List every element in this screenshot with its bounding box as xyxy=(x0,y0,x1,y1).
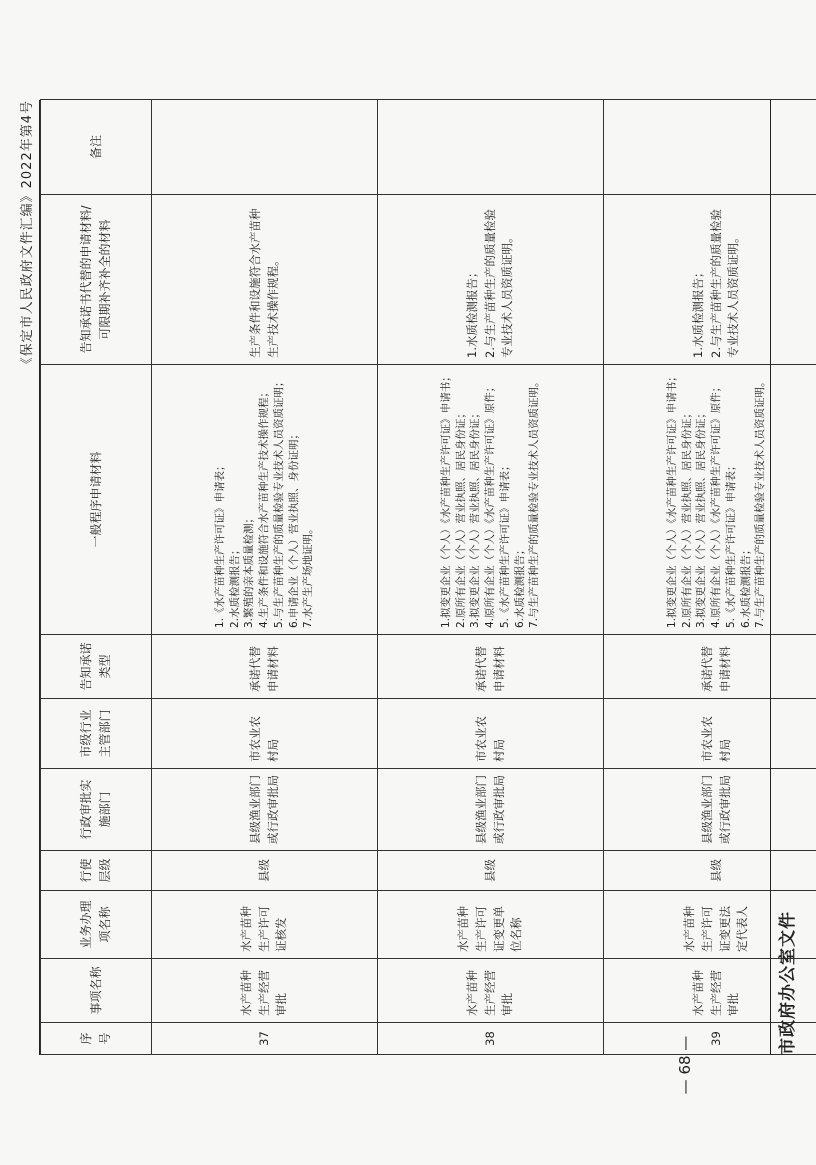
footer-rule xyxy=(770,100,771,1055)
material-item: 3.拟变更企业（个人）营业执照、居民身份证； xyxy=(469,407,482,628)
row-note xyxy=(152,100,378,195)
material-item: 3.拟变更企业（个人）营业执照、居民身份证； xyxy=(695,407,708,628)
footer-title: 市政府办公室文件 xyxy=(778,911,798,1055)
header-note: 备注 xyxy=(41,100,152,195)
replaced-item: 生产条件和设施符合水产苗种生产技术操作规程。 xyxy=(247,208,280,358)
material-item: 2.水质检测报告； xyxy=(228,544,241,628)
header-level: 行使层级 xyxy=(41,851,152,891)
running-head: 《保定市人民政府文件汇编》2022年第4号 xyxy=(20,100,35,371)
row-item: 水产苗种生产经营审批 xyxy=(378,959,604,1023)
header-materials: 一般程序申请材料 xyxy=(41,365,152,635)
material-item: 6.水质检测报告； xyxy=(513,544,526,628)
row-dept: 县级渔业部门或行政审批局 xyxy=(378,769,604,851)
row-no: 37 xyxy=(152,1023,378,1055)
header-no: 序号 xyxy=(41,1023,152,1055)
material-item: 7.与生产苗种生产的质量检验专业技术人员资质证明。 xyxy=(528,376,541,628)
replaced-item: 2.与生产苗种生产的质量检验专业技术人员资质证明。 xyxy=(708,209,741,358)
row-note xyxy=(604,100,816,195)
material-item: 4.原所有企业（个人）《水产苗种生产许可证》原件； xyxy=(710,381,723,628)
row-item: 水产苗种生产经营审批 xyxy=(152,959,378,1023)
material-item: 4.原所有企业（个人）《水产苗种生产许可证》原件； xyxy=(484,381,497,628)
material-item: 7.水产生产场地证明。 xyxy=(302,523,315,628)
row-item: 水产苗种生产经营审批 xyxy=(604,959,816,1023)
material-item: 7.与生产苗种生产的质量检验专业技术人员资质证明。 xyxy=(754,376,767,628)
row-materials xyxy=(152,365,378,635)
row-materials xyxy=(604,365,816,635)
row-level: 县级 xyxy=(152,851,378,891)
row-level: 县级 xyxy=(378,851,604,891)
material-item: 1.拟变更企业（个人）《水产苗种生产许可证》申请书； xyxy=(440,371,453,628)
material-item: 2.原所有企业（个人）营业执照、居民身份证； xyxy=(680,407,693,628)
material-item: 5.《水产苗种生产许可证》申请表； xyxy=(724,460,737,628)
row-replaced xyxy=(378,195,604,365)
table-row xyxy=(378,100,604,1055)
material-item: 4.生产条件和设施符合水产苗种生产技术操作规程； xyxy=(258,386,271,628)
replaced-item: 1.水质检测报告； xyxy=(690,266,705,358)
material-item: 5.《水产苗种生产许可证》申请表； xyxy=(498,460,511,628)
material-item: 5.与生产苗种生产的质量检验专业技术人员资质证明； xyxy=(272,376,285,628)
row-level: 县级 xyxy=(604,851,816,891)
approval-items-table xyxy=(40,99,816,1055)
row-sub-item: 水产苗种生产许可证核发 xyxy=(152,891,378,959)
header-sub-item: 业务办理项名称 xyxy=(41,891,152,959)
header-dept: 行政审批实施部门 xyxy=(41,769,152,851)
row-type: 承诺代替申请材料 xyxy=(378,635,604,699)
material-item: 6.水质检测报告； xyxy=(739,544,752,628)
row-replaced xyxy=(604,195,816,365)
row-type: 承诺代替申请材料 xyxy=(604,635,816,699)
row-authority: 市农业农村局 xyxy=(378,699,604,769)
material-item: 2.原所有企业（个人）营业执照、居民身份证； xyxy=(454,407,467,628)
row-materials xyxy=(378,365,604,635)
row-note xyxy=(378,100,604,195)
header-item-name: 事项名称 xyxy=(41,959,152,1023)
row-sub-item: 水产苗种生产许可证变更法定代表人 xyxy=(604,891,816,959)
row-type: 承诺代替申请材料 xyxy=(152,635,378,699)
row-replaced xyxy=(152,195,378,365)
row-no: 38 xyxy=(378,1023,604,1055)
table-row xyxy=(152,100,378,1055)
table-header-row xyxy=(41,100,152,1055)
replaced-item: 2.与生产苗种生产的质量检验专业技术人员资质证明。 xyxy=(482,209,515,358)
material-item: 1.拟变更企业（个人）《水产苗种生产许可证》申请书； xyxy=(666,371,679,628)
material-item: 3.繁殖的亲本质量检测； xyxy=(243,512,256,628)
material-item: 1.《水产苗种生产许可证》申请表； xyxy=(214,460,227,628)
material-item: 6.申请企业（个人）营业执照、身份证明； xyxy=(287,428,300,628)
page-number: — 68 — xyxy=(676,1035,694,1095)
row-authority: 市农业农村局 xyxy=(152,699,378,769)
row-no: 39 xyxy=(604,1023,816,1055)
header-type: 告知承诺类型 xyxy=(41,635,152,699)
row-dept: 县级渔业部门或行政审批局 xyxy=(152,769,378,851)
row-dept: 县级渔业部门或行政审批局 xyxy=(604,769,816,851)
header-authority: 市级行业主管部门 xyxy=(41,699,152,769)
header-replaced: 告知承诺书代替的申请材料/可限期补齐补全的材料 xyxy=(41,195,152,365)
row-authority: 市农业农村局 xyxy=(604,699,816,769)
replaced-item: 1.水质检测报告； xyxy=(464,266,479,358)
row-sub-item: 水产苗种生产许可证变更单位名称 xyxy=(378,891,604,959)
